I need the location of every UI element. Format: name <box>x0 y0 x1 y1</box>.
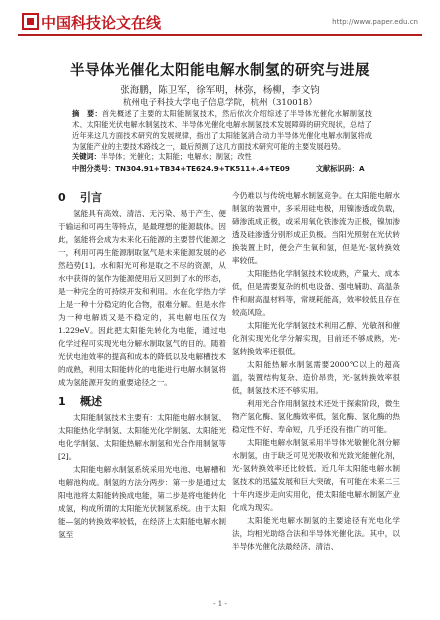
doc-code: A <box>359 164 365 173</box>
author-list: 张海鹏，陈卫军，徐军明，林弥，杨柳，李文钧 <box>120 85 320 96</box>
left-column <box>58 189 226 541</box>
classification-code: TN304.91+TB34+TE624.9+TK511+.4+TE09 <box>115 164 290 173</box>
paragraph: 太阳能光电解水制氢的主要途径有光电化学法，均相光助络合法和半导体光催化法。其中，以半导体光催化法最经济、清洁、 <box>232 516 400 551</box>
paragraph: 太阳能制氢技术主要有：太阳能电解水制氢、太阳能热化学制氢、太阳能光化学制氢、太阳能光电化学制氢、太阳能热解水制氢和光合作用制氢等[2]。 <box>58 413 226 461</box>
section-heading-introduction <box>58 189 226 207</box>
page-header <box>0 0 440 44</box>
section-title: 引言 <box>80 191 102 204</box>
header-divider <box>18 34 422 36</box>
abstract-label: 摘 要： <box>72 109 103 118</box>
paragraph: 太阳能电解水制氢采用半导体光敏催化剂分解水制氢，由于缺乏可见光吸收和光致光能催化剂，光-氢转换效率还比较低。近几年太阳能电解水制氢技术的迅猛发展和巨大突破，有可能在未来二三十年内逐步走向实用化，使太阳能电解水制氢产业化成为现实。 <box>232 438 400 512</box>
paragraph: 太阳能热化学制氢技术较成熟，产量大、成本低，但是需要复杂的机电设备、强电辅助、高温条件和耐高温材料等，常规耗能高，效率较低且存在较高风险。 <box>232 269 400 317</box>
paragraph: 利用光合作用制氢技术还处于探索阶段，微生物产氢化酶、氢化酶效率低，氢化酶、氢化酶的热稳定性不好、寿命短，几乎还没有推广的可能。 <box>232 399 400 434</box>
page-number: - 1 - <box>213 600 227 608</box>
right-column <box>232 189 400 553</box>
paragraph: 今仍难以与传统电解水制氢竞争。在太阳能电解水制氢的装置中，多采用硅电极，用镍渗透或负载，碲渗流成正极，或采用氧化铁渗流为正极，镍加渗透及硅渗透分别形成正负极。当阳光照射在光伏转换装置上时，便会产生氧和氢，但是光-氢转换效率较低。 <box>232 191 400 265</box>
keywords-text: 半导体；光催化；太阳能；电解水；制氢；改性 <box>100 152 252 161</box>
classification-label: 中图分类号： <box>72 164 116 173</box>
journal-logo[interactable] <box>22 12 161 33</box>
logo-mark-icon <box>22 13 39 30</box>
paper-title: 半导体光催化太阳能电解水制氢的研究与进展 <box>70 63 370 79</box>
paragraph: 太阳能电解水制氢系统采用光电池、电解槽和电解池构成。制氢的方法分两步：第一步是通过太阳电池将太阳能转换成电能，第二步是将电能转化成氢，构成所谓的太阳能光伏制氢系统。由于太阳能—氢的转换效率较低，在经济上太阳能电解水制氢至 <box>58 465 226 539</box>
section-number: 1 <box>58 395 66 408</box>
keywords-label: 关键词： <box>72 152 101 161</box>
section-heading-overview <box>58 393 226 411</box>
paragraph: 太阳能热解水制氢需要2000℃以上的超高温，装置结构复杂、造价昂贵，光-氢转换效率很低，制氢技术还不够实用。 <box>232 360 400 395</box>
doc-code-label: 文献标识码： <box>315 164 359 173</box>
logo-text: 中国科技论文在线 <box>41 14 162 32</box>
section-title: 概述 <box>80 395 102 408</box>
section-number: 0 <box>58 191 66 204</box>
paragraph: 氢能具有高效、清洁、无污染、易于产生、便于输运和可再生等特点，是最理想的能源载体。因此，氢能将会成为未来化石能源的主要替代能源之一，利用可再生能源制取氢气是未来能源发展的必然趋势[1]。水和阳光可称是取之不尽的资源，从水中获得的氢作为能源使用后又回到了水的形态，是一种完全的可持续开发和利用。水在化学热力学上是一种十分稳定的化合物，很难分解。但是水作为一种电解质又是不稳定的，其电解电压仅为1.229eV。因此把太阳能先转化为电能，通过电化学过程可实现光电分解水制取氢气的目的。随着光伏电池效率的提高和成本的降低以及电解槽技术的成熟，利用太阳能转化的电能进行电解水制氢将成为氢能源开发的重要途径之一。 <box>58 209 226 387</box>
classification <box>72 164 365 174</box>
abstract <box>72 108 372 152</box>
affiliation: 杭州电子科技大学电子信息学院，杭州（310018） <box>123 98 317 108</box>
header-url[interactable]: http://www.paper.edu.cn <box>332 18 418 26</box>
abstract-text: 首先概述了主要的太阳能制氢技术，然后依次介绍综述了半导体光催化水解制氢技术、太阳能光伏电解水制氢技术、半导体光催化电解水制氢技术发展障碍的研究现状，总结了近年来这几方面技术研究的发展规律，指出了太阳能氢消合动力半导体光催化电解水制氢将成为氢能产业的主要技术路线之一，最后预测了这几方面技术研究可能的主要发展趋势。 <box>72 109 372 151</box>
keywords <box>72 152 252 162</box>
paragraph: 太阳能光化学制氢技术利用乙醇、光敏剂和催化剂实现光化学分解实现，目前还不够成熟，光-氢转换效率还很低。 <box>232 321 400 356</box>
